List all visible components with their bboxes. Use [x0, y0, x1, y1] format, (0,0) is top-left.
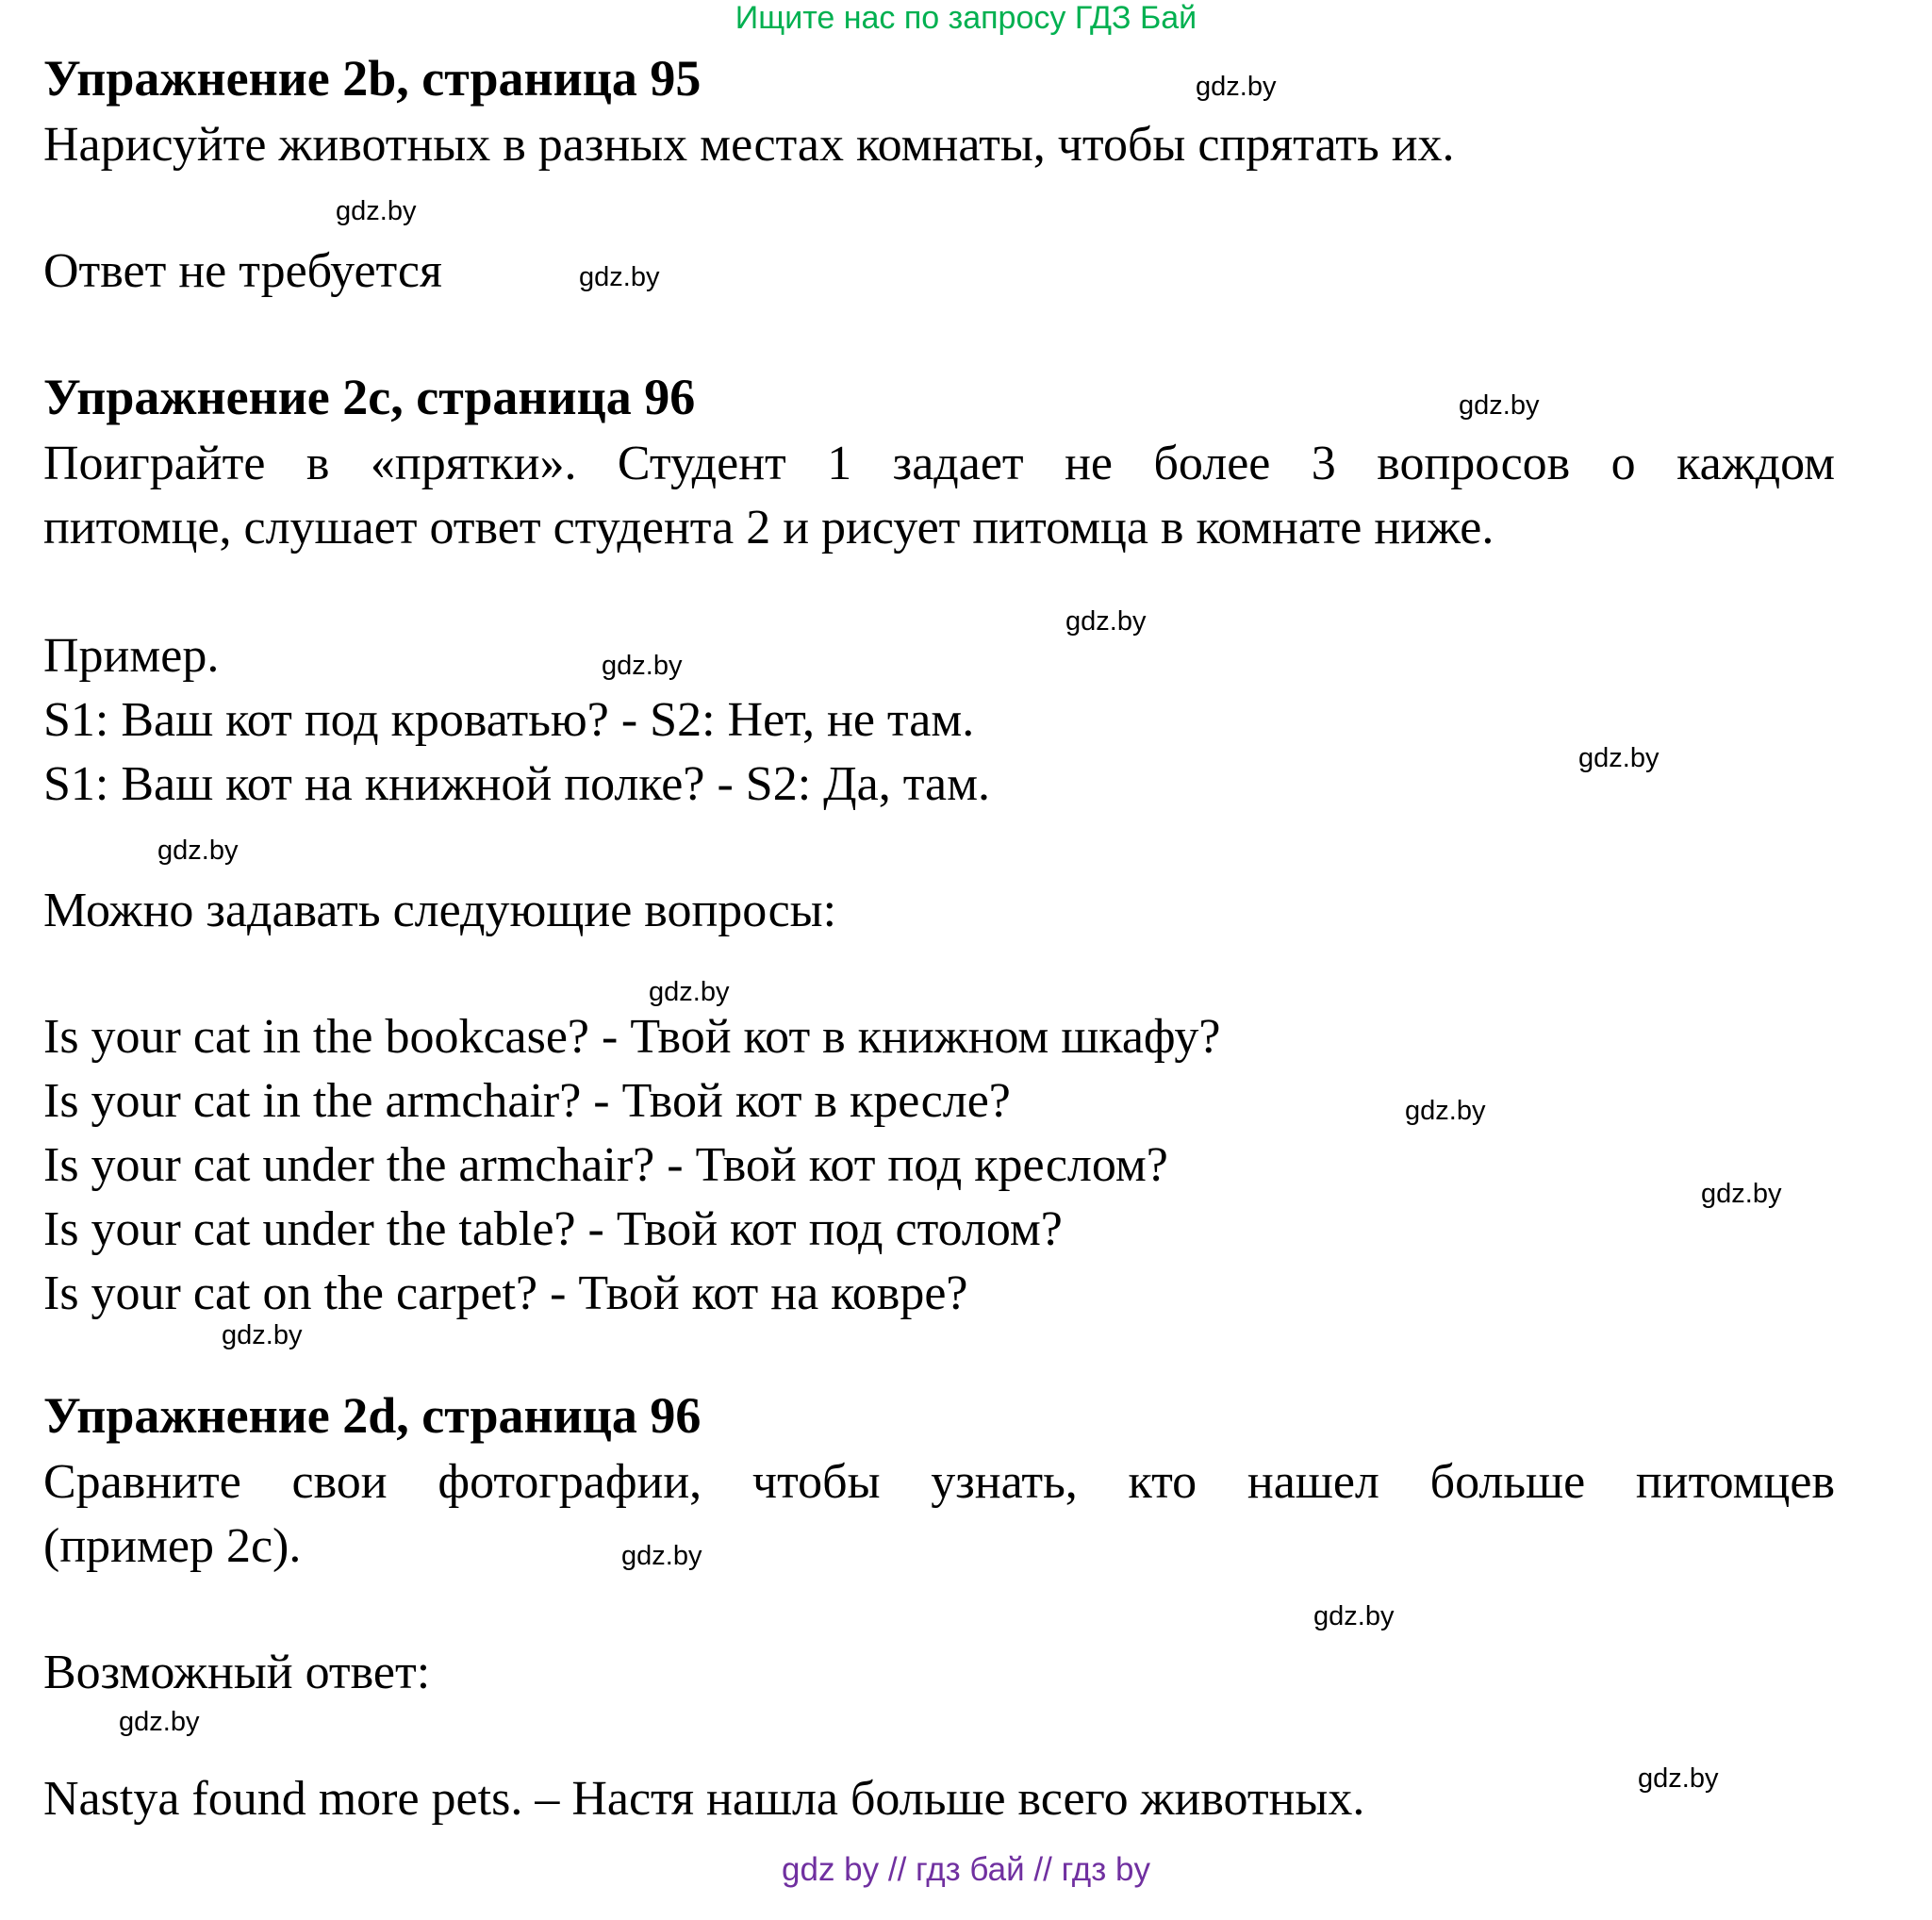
question-line: Is your cat under the table? - Твой кот под столом?: [43, 1202, 1063, 1256]
watermark: gdz.by: [336, 196, 417, 226]
watermark: gdz.by: [621, 1541, 702, 1571]
watermark: gdz.by: [1065, 606, 1147, 637]
exercise-2d-answer: Nastya found more pets. – Настя нашла больше всего животных.: [43, 1772, 1365, 1826]
watermark: gdz.by: [1405, 1096, 1486, 1126]
watermark: gdz.by: [1701, 1179, 1782, 1209]
exercise-2d-task-line1: Сравните свои фотографии, чтобы узнать, кто нашел больше питомцев: [43, 1455, 1835, 1509]
footer-links: gdz by // гдз бай // гдз by: [782, 1851, 1150, 1888]
watermark: gdz.by: [119, 1707, 200, 1737]
exercise-2b-title: Упражнение 2b, страница 95: [43, 50, 702, 107]
exercise-2d-title: Упражнение 2d, страница 96: [43, 1387, 702, 1444]
question-line: Is your cat in the armchair? - Твой кот в кресле?: [43, 1074, 1011, 1128]
question-line: Is your cat in the bookcase? - Твой кот в книжном шкафу?: [43, 1010, 1221, 1064]
watermark: gdz.by: [1578, 743, 1660, 773]
watermark: gdz.by: [1196, 72, 1277, 102]
questions-label: Можно задавать следующие вопросы:: [43, 884, 837, 937]
example-line: S1: Ваш кот на книжной полке? - S2: Да, там.: [43, 757, 991, 811]
exercise-2b-task: Нарисуйте животных в разных местах комнаты, чтобы спрятать их.: [43, 118, 1455, 172]
watermark: gdz.by: [579, 262, 660, 292]
search-banner: Ищите нас по запросу ГДЗ Бай: [735, 0, 1197, 36]
watermark: gdz.by: [1459, 390, 1540, 421]
question-line: Is your cat on the carpet? - Твой кот на ковре?: [43, 1266, 968, 1320]
exercise-2c-title: Упражнение 2c, страница 96: [43, 369, 696, 425]
watermark: gdz.by: [157, 836, 239, 866]
example-label: Пример.: [43, 629, 220, 683]
answer-label: Возможный ответ:: [43, 1646, 431, 1699]
watermark: gdz.by: [1313, 1601, 1395, 1631]
watermark: gdz.by: [649, 977, 730, 1007]
watermark: gdz.by: [602, 651, 683, 681]
watermark: gdz.by: [222, 1320, 303, 1350]
example-line: S1: Ваш кот под кроватью? - S2: Нет, не там.: [43, 693, 975, 747]
exercise-2d-task-line2: (пример 2c).: [43, 1519, 302, 1573]
exercise-2c-task-line2: питомце, слушает ответ студента 2 и рисует питомца в комнате ниже.: [43, 501, 1494, 554]
question-line: Is your cat under the armchair? - Твой кот под креслом?: [43, 1138, 1168, 1192]
exercise-2c-task-line1: Поиграйте в «прятки». Студент 1 задает не более 3 вопросов о каждом: [43, 437, 1835, 490]
watermark: gdz.by: [1638, 1763, 1719, 1794]
exercise-2b-answer: Ответ не требуется: [43, 244, 442, 298]
